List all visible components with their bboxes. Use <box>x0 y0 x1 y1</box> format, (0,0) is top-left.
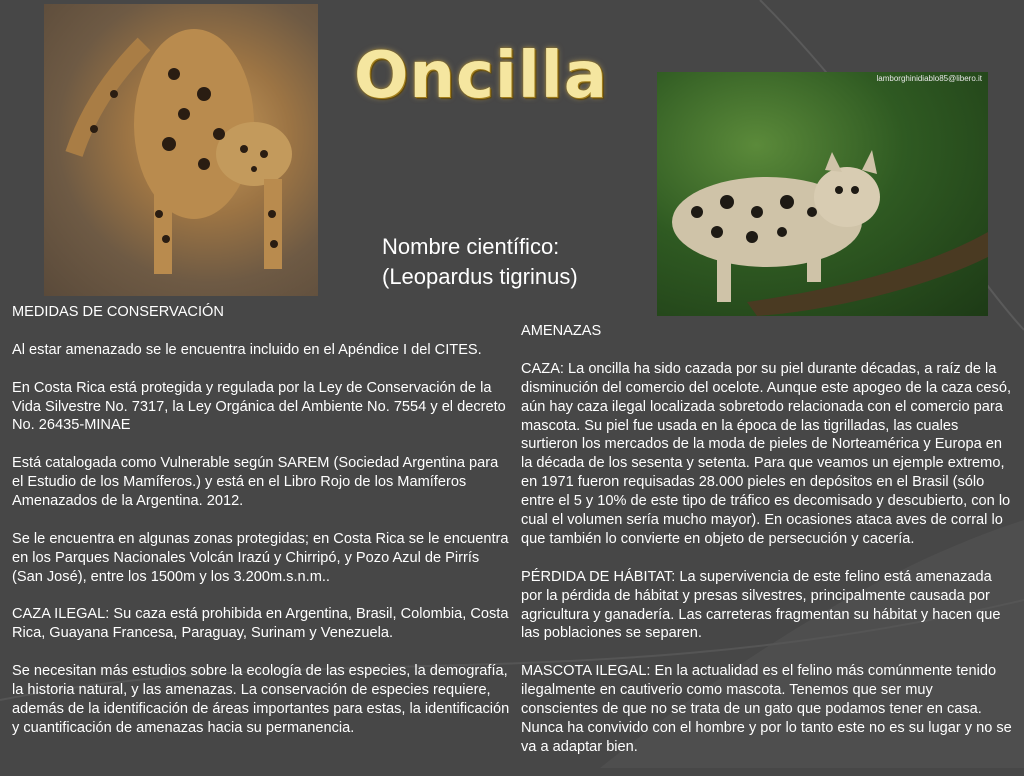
scientific-name <box>382 232 578 292</box>
conservation-paragraph: Se necesitan más estudios sobre la ecología de las especies, la demografía, la historia natural, y las amenazas. La conservación de especies requiere, además de la identificación de áreas importantes para estas, la identificación y cuantificación de amenazas hacia su permanencia. <box>12 663 510 736</box>
conservation-section <box>12 303 510 757</box>
title-text: Oncilla <box>354 39 608 113</box>
conservation-paragraph: Se le encuentra en algunas zonas protegidas; en Costa Rica se le encuentra en los Parques Nacionales Volcán Irazú y Chirripó, y Pozo Azul de Pirrís (San José), entre los 1500m y los 3.200m.s.n.m.. <box>12 530 509 585</box>
threats-heading: AMENAZAS <box>521 323 602 339</box>
threats-section <box>521 322 1013 776</box>
conservation-paragraph: En Costa Rica está protegida y regulada por la Ley de Conservación de la Vida Silvestre No. 7317, la Ley Orgánica del Ambiente No. 7554 y el decreto No. 26435-MINAE <box>12 379 506 434</box>
conservation-paragraph: Está catalogada como Vulnerable según SAREM (Sociedad Argentina para el Estudio de los Mamíferos.) y está en el Libro Rojo de los Mamíferos Amenazados de la Argentina. 2012. <box>12 455 499 510</box>
photo-watermark: lamborghinidiablo85@libero.it <box>876 74 982 83</box>
conservation-paragraph: Al estar amenazado se le encuentra incluido en el Apéndice I del CITES. <box>12 341 482 358</box>
oncilla-on-branch-photo <box>657 72 988 316</box>
scientific-name-value: (Leopardus tigrinus) <box>382 264 578 289</box>
oncilla-walking-photo <box>44 4 318 296</box>
threats-paragraph: CAZA: La oncilla ha sido cazada por su piel durante décadas, a raíz de la disminución del comercio del ocelote. Aunque este apogeo de la caza cesó, aún hay caza ilegal localizada sobretodo relacionada con el comercio para mascota. Su piel fue usada en la época de las tigrilladas, las cuales surtieron los mercados de la moda de pieles de Norteamérica y Europa en la década de los sesenta y setenta. Para que veamos un ejemple extremo, en 1971 fueron requisadas 28.000 pieles en depósitos en el Brasil (sólo entre el 5 y 10% de este tipo de tráfico es decomisado y descubierto, con lo cual el volumen sería mucho mayor). En ocasiones ataca aves de corral lo que también lo convierte en objeto de persecución y cacería. <box>521 360 1012 547</box>
threats-paragraph: MASCOTA ILEGAL: En la actualidad es el felino más comúnmente tenido ilegalmente en cautiverio como mascota. Tenemos que ser muy conscientes de que no se trata de un gato que podamos tener en casa. Nunca ha convivido con el hombre y por lo tanto este no es su lugar y no se va a adaptar bien. <box>521 663 1012 755</box>
conservation-paragraph: CAZA ILEGAL: Su caza está prohibida en Argentina, Brasil, Colombia, Costa Rica, Guayana Francesa, Paraguay, Surinam y Venezuela. <box>12 606 509 642</box>
page-title <box>354 36 616 116</box>
conservation-heading: MEDIDAS DE CONSERVACIÓN <box>12 304 224 320</box>
scientific-name-label: Nombre científico: <box>382 234 560 259</box>
threats-paragraph: PÉRDIDA DE HÁBITAT: La supervivencia de este felino está amenazada por la pérdida de hábitat y presas silvestres, principalmente causada por agricultura y ganadería. Las carreteras fragmentan su hábitat y hacen que las poblaciones se separen. <box>521 568 1001 642</box>
